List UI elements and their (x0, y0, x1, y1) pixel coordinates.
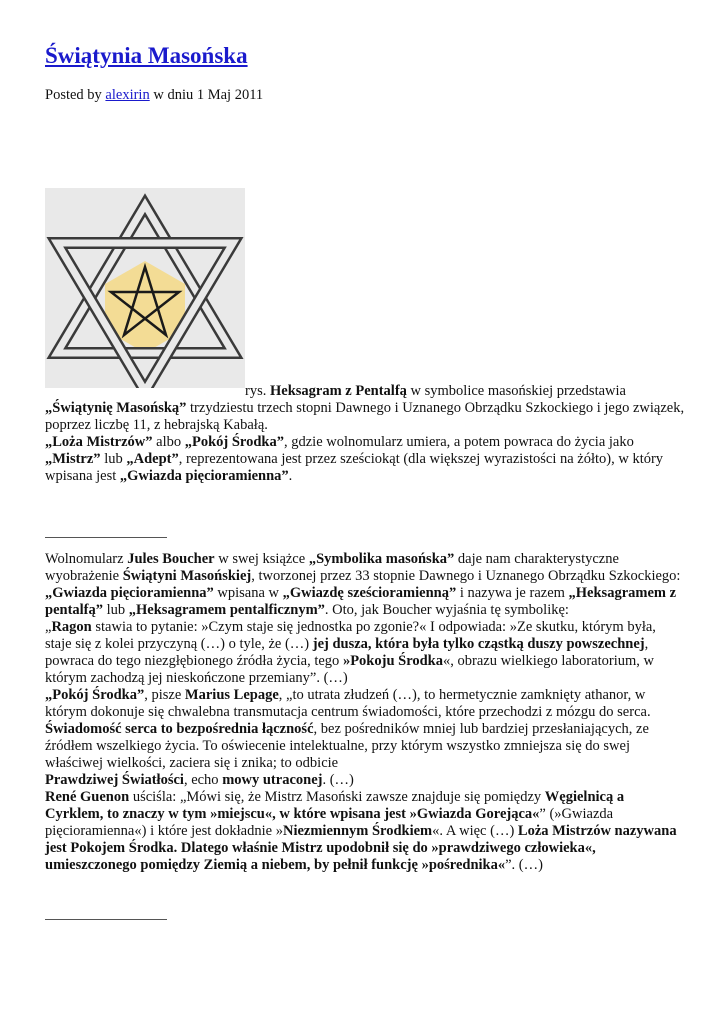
text-run: Jules Boucher (127, 551, 215, 567)
para2-line (45, 687, 685, 772)
text-run: mowy utraconej (222, 772, 323, 788)
text-run: , „to utrata złudzeń (…), to hermetycznie zamknięty athanor, w którym dokonuje się chwalebna transmutacja centrum świadomości, które przechodzi z mózgu do serca. (45, 687, 651, 720)
text-run: Wolnomularz (45, 551, 128, 567)
text-run: Świątyni Masońskiej (122, 568, 252, 584)
text-run: , gdzie wolnomularz umiera, a potem powraca do życia jako (283, 434, 634, 450)
text-run: stawia to pytanie: »Czym staje się jednostka po zgonie?« I odpowiada: »Ze skutku, którym była, staje się z kolei przyczyną (…) o tyle, że (…) (45, 619, 656, 652)
text-run: , pisze (144, 687, 185, 703)
text-run: „Świątynię Masońską” (45, 400, 187, 416)
text-run: Ragon (51, 619, 92, 635)
text-run: ”. (…) (505, 857, 543, 873)
text-run: lub (100, 451, 127, 467)
text-run: Marius Lepage (184, 687, 279, 703)
text-run: . Oto, jak Boucher wyjaśnia tę symbolikę: (324, 602, 569, 618)
text-run: rys. (245, 383, 270, 399)
text-run: daje nam charakterystyczne wyobrażenie (45, 551, 619, 584)
body-paragraph (45, 551, 685, 874)
author-link[interactable]: alexirin (105, 87, 150, 103)
para1-line (45, 400, 685, 417)
text-run: w swej książce (214, 551, 309, 567)
para2-line (45, 772, 685, 789)
text-run: „ (45, 619, 52, 635)
post-title[interactable] (45, 42, 248, 70)
text-run: Świadomość serca to bezpośrednia łączność (45, 721, 314, 737)
text-run: „Pokój Środka” (184, 434, 284, 450)
text-run: „Gwiazda pięcioramienna” (45, 585, 214, 601)
text-run: „Loża Mistrzów” (45, 434, 153, 450)
text-run: „Heksagramem pentalficznym” (128, 602, 325, 618)
text-run: „Adept” (126, 451, 179, 467)
text-run: „Symbolika masońska” (308, 551, 455, 567)
para2-line (45, 789, 685, 874)
post-title-link[interactable]: Świątynia Masońska (45, 43, 248, 68)
text-run: , bez pośredników mniej lub bardziej przesłaniających, ze źródłem wszelkiego życia. To oświecenie intelektualne, przy którym wszystko zmniejsza się do swej właściwej wielkości, zaciera się i znika; to odbicie (45, 721, 649, 771)
text-run: wpisana w (213, 585, 283, 601)
text-run: poprzez liczbę 11, z hebrajską Kabałą. (45, 417, 268, 433)
para1-line (245, 383, 685, 400)
divider (45, 537, 167, 538)
text-run: „Mistrz” (45, 451, 101, 467)
para1-line (45, 417, 685, 434)
post-meta (45, 87, 263, 104)
text-run: „Gwiazda pięcioramienna” (119, 468, 289, 484)
text-run: ” (»Gwiazda pięcioramienna«) i które jest dokładnie » (45, 806, 614, 839)
text-run: trzydziestu trzech stopni Dawnego i Uznanego Obrządku Szkockiego i jego związek, (186, 400, 685, 416)
text-run: jej dusza, która była tylko cząstką duszy powszechnej (312, 636, 645, 652)
text-run: „Gwiazdę sześcioramienną” (282, 585, 457, 601)
text-run: lub (103, 602, 129, 618)
text-run: Niezmiennym Środkiem (282, 823, 433, 839)
text-run: »Pokoju Środka (342, 653, 443, 669)
hexagram-pentagram-image (45, 188, 245, 388)
text-run: «. A więc (…) (432, 823, 518, 839)
text-run: w symbolice masońskiej przedstawia (406, 383, 626, 399)
posted-prefix: Posted by (45, 87, 106, 103)
intro-paragraph (45, 383, 685, 485)
text-run: i nazywa je razem (456, 585, 569, 601)
text-run: uściśla: „Mówi się, że Mistrz Masoński zawsze znajduje się pomiędzy (129, 789, 545, 805)
text-run: «, obrazu wielkiego laboratorium, w którym zachodzą jej nieskończone przemiany”. (…) (45, 653, 654, 686)
text-run: , powraca do tego niezgłębionego źródła życia, tego (45, 636, 649, 669)
text-run: . (288, 468, 293, 484)
text-run: albo (152, 434, 185, 450)
para2-line (45, 551, 685, 619)
text-run: Loża Mistrzów nazywana jest Pokojem Środka. Dlatego właśnie Mistrz upodobnił się do »prawdziwego człowieka«, umieszczonego pomiędzy Ziemią a niebem, by pełnił funkcję »pośrednika« (45, 823, 677, 873)
text-run: Węgielnicą a Cyrklem, to znaczy w tym »miejscu«, w które wpisana jest »Gwiazda Gorejąca« (45, 789, 625, 822)
posted-suffix: w dniu 1 Maj 2011 (149, 87, 264, 103)
para1-line (45, 434, 685, 485)
text-run: „Heksagramem z pentalfą” (45, 585, 677, 618)
text-run: , tworzonej przez 33 stopnie Dawnego i Uznanego Obrządku Szkockiego: (251, 568, 681, 584)
text-run: . (…) (322, 772, 354, 788)
text-run: René Guenon (45, 789, 130, 805)
text-run: „Pokój Środka” (45, 687, 145, 703)
divider (45, 919, 167, 920)
para2-line (45, 619, 685, 687)
text-run: , echo (183, 772, 223, 788)
text-run: , reprezentowana jest przez sześciokąt (dla większej wyrazistości na żółto), w który wpisana jest (45, 451, 664, 484)
text-run: Heksagram z Pentalfą (269, 383, 407, 399)
text-run: Prawdziwej Światłości (45, 772, 184, 788)
